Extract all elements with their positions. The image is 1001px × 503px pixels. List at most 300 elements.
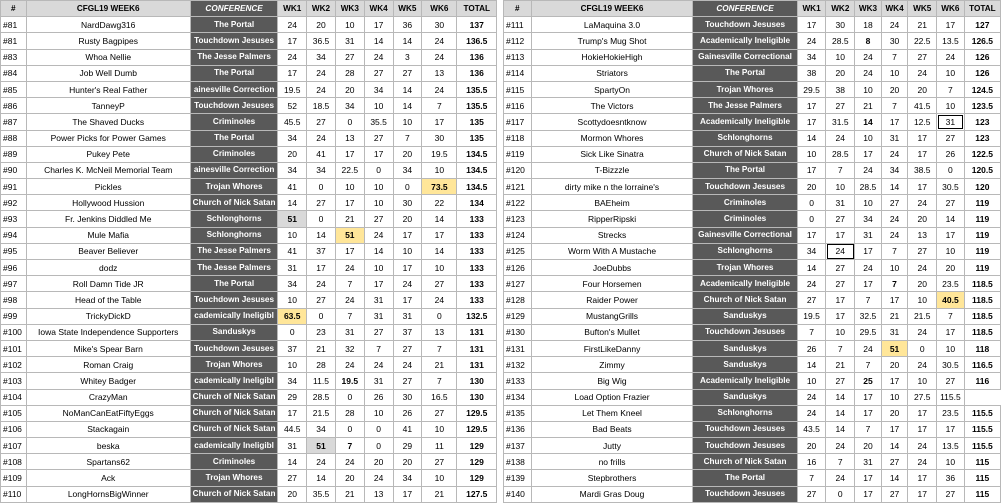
wk3-cell: 7	[855, 292, 882, 308]
team-name-cell: Power Picks for Power Games	[26, 130, 190, 146]
team-name-cell: Mule Mafia	[26, 227, 190, 243]
wk5-cell: 37	[393, 324, 422, 340]
conference-header: CONFERENCE	[693, 1, 797, 17]
rank-cell: #127	[504, 276, 532, 292]
conference-cell: Touchdown Jesuses	[190, 33, 277, 49]
conference-cell: The Jesse Palmers	[693, 98, 797, 114]
wk2-cell: 11.5	[307, 373, 336, 389]
team-name-cell: Sick Like Sinatra	[531, 146, 693, 162]
total-cell: 129	[457, 470, 497, 486]
wk1-cell: 14	[278, 454, 307, 470]
wk4-cell: 20	[881, 405, 908, 421]
wk5-cell: 41	[393, 421, 422, 437]
table-row	[504, 227, 1001, 243]
team-name-cell: SpartyOn	[531, 81, 693, 97]
wk3-cell: 20	[855, 438, 882, 454]
table-row	[504, 179, 1001, 195]
wk5-cell: 34	[393, 470, 422, 486]
wk2-cell: 28.5	[826, 146, 855, 162]
header-row	[504, 1, 1001, 17]
wk5-cell: 17	[908, 470, 937, 486]
team-name-cell: JoeDubbs	[531, 260, 693, 276]
wk1-cell: 20	[278, 486, 307, 502]
wk4-cell: 0	[364, 421, 393, 437]
rank-header: #	[1, 1, 27, 17]
team-name-cell: Mormon Whores	[531, 130, 693, 146]
wk2-cell: 28	[307, 357, 336, 373]
rank-cell: #123	[504, 211, 532, 227]
wk6-cell: 17	[937, 421, 965, 437]
wk3-cell: 21	[335, 211, 364, 227]
wk4-cell: 27	[364, 324, 393, 340]
team-name-cell: RipperRipski	[531, 211, 693, 227]
wk1-cell: 17	[797, 17, 826, 33]
wk6-cell: 7	[422, 373, 457, 389]
table-row	[504, 130, 1001, 146]
conference-cell: Trojan Whores	[693, 81, 797, 97]
wk2-cell: 27	[307, 292, 336, 308]
wk1-cell: 14	[278, 195, 307, 211]
table-row	[1, 260, 497, 276]
wk3-cell: 21	[335, 486, 364, 502]
wk5-cell: 12.5	[908, 114, 937, 130]
conference-cell: Touchdown Jesuses	[190, 98, 277, 114]
wk2-cell: 18.5	[307, 98, 336, 114]
wk6-cell: 24	[937, 49, 965, 65]
table-row	[504, 438, 1001, 454]
team-name-cell: MustangGrills	[531, 308, 693, 324]
table-row	[504, 211, 1001, 227]
wk6-cell: 27	[422, 276, 457, 292]
total-cell: 129.5	[457, 405, 497, 421]
wk3-cell: 20	[335, 470, 364, 486]
rank-header: #	[504, 1, 532, 17]
wk3-cell: 31	[855, 227, 882, 243]
conference-cell: Academically Ineligible	[693, 276, 797, 292]
rank-cell: #128	[504, 292, 532, 308]
table-row	[504, 195, 1001, 211]
wk1-cell: 38	[797, 65, 826, 81]
total-cell: 135	[457, 114, 497, 130]
team-name-cell: Bufton's Mullet	[531, 324, 693, 340]
table-row	[504, 162, 1001, 178]
wk6-cell: 17	[937, 227, 965, 243]
wk1-cell: 17	[278, 65, 307, 81]
wk2-cell: 34	[307, 162, 336, 178]
wk3-cell: 7	[335, 276, 364, 292]
rank-cell: #129	[504, 308, 532, 324]
team-name-cell: Head of the Table	[26, 292, 190, 308]
total-cell: 135.5	[457, 81, 497, 97]
wk3-cell: 10	[855, 81, 882, 97]
table-row	[1, 98, 497, 114]
wk3-cell: 24	[855, 340, 882, 356]
wk6-cell: 27	[937, 373, 965, 389]
rank-cell: #97	[1, 276, 27, 292]
team-name-cell: Stackagain	[26, 421, 190, 437]
conference-cell: Academically Ineligible	[693, 33, 797, 49]
wk6-cell: 27	[937, 195, 965, 211]
wk3-cell: 32	[335, 340, 364, 356]
team-name-cell: Charles K. McNeil Memorial Team	[26, 162, 190, 178]
wk5-cell: 24	[908, 195, 937, 211]
conference-cell: Touchdown Jesuses	[693, 179, 797, 195]
wk4-cell: 17	[881, 292, 908, 308]
total-cell: 119	[964, 260, 1000, 276]
conference-cell: Church of Nick Satan	[190, 405, 277, 421]
wk6-cell: 10	[422, 260, 457, 276]
wk4-cell: 24	[881, 17, 908, 33]
wk4-cell: 10	[364, 98, 393, 114]
table-row	[504, 65, 1001, 81]
wk2-cell: 14	[826, 405, 855, 421]
team-name-cell: Whoa Nellie	[26, 49, 190, 65]
conference-cell: Schlonghorns	[693, 243, 797, 259]
team-name-cell: beska	[26, 438, 190, 454]
wk6-cell: 27	[422, 405, 457, 421]
rank-cell: #136	[504, 421, 532, 437]
wk1-cell: 17	[278, 405, 307, 421]
wk5-cell: 10	[908, 373, 937, 389]
wk1-cell: 17	[797, 114, 826, 130]
total-cell: 118.5	[964, 308, 1000, 324]
table-row	[1, 162, 497, 178]
standings-table-right	[503, 0, 1001, 503]
total-cell: 119	[964, 211, 1000, 227]
wk6-cell: 10	[937, 65, 965, 81]
team-name-cell: Hunter's Real Father	[26, 81, 190, 97]
wk2-cell: 21.5	[307, 405, 336, 421]
wk3-cell: 34	[855, 211, 882, 227]
conference-cell: Touchdown Jesuses	[693, 438, 797, 454]
wk4-cell: 17	[364, 276, 393, 292]
wk1-cell: 7	[797, 324, 826, 340]
wk4-cell: 14	[364, 33, 393, 49]
wk5-cell: 27	[393, 340, 422, 356]
total-cell: 130	[457, 373, 497, 389]
wk4-cell: 20	[881, 357, 908, 373]
table-row	[504, 81, 1001, 97]
wk2-cell: 27	[826, 98, 855, 114]
wk1-cell: 17	[797, 98, 826, 114]
team-name-cell: FirstLikeDanny	[531, 340, 693, 356]
wk1-cell: 19.5	[278, 81, 307, 97]
wk1-cell: 10	[797, 146, 826, 162]
wk6-cell: 21	[422, 357, 457, 373]
wk2-cell: 24	[307, 81, 336, 97]
wk6-cell: 26	[937, 146, 965, 162]
wk6-cell: 10	[937, 454, 965, 470]
table-row	[1, 65, 497, 81]
wk5-cell: 21.5	[908, 308, 937, 324]
conference-cell: Schlonghorns	[190, 227, 277, 243]
wk1-cell: 24	[797, 276, 826, 292]
wk4-cell: 27	[881, 486, 908, 502]
wk6-cell: 13	[422, 324, 457, 340]
team-name-cell: Hollywood Hussion	[26, 195, 190, 211]
rank-cell: #132	[504, 357, 532, 373]
wk4-cell: 0	[364, 438, 393, 454]
conference-cell: Sanduskys	[693, 308, 797, 324]
total-cell: 134.5	[457, 162, 497, 178]
wk1-cell: 14	[797, 260, 826, 276]
wk2-cell: 51	[307, 438, 336, 454]
wk6-cell: 10	[937, 243, 965, 259]
wk6-cell: 7	[422, 340, 457, 356]
wk3-cell: 22.5	[335, 162, 364, 178]
wk2-header: WK2	[826, 1, 855, 17]
wk3-cell: 0	[335, 114, 364, 130]
table-row	[1, 405, 497, 421]
wk5-cell: 3	[393, 49, 422, 65]
wk4-cell: 24	[881, 227, 908, 243]
wk3-cell: 51	[335, 227, 364, 243]
wk4-cell: 31	[364, 292, 393, 308]
total-cell: 127.5	[457, 486, 497, 502]
team-name-cell: Spartans62	[26, 454, 190, 470]
table-row	[504, 324, 1001, 340]
wk5-cell: 17	[908, 179, 937, 195]
wk3-cell: 17	[855, 470, 882, 486]
rank-cell: #106	[1, 421, 27, 437]
team-name-cell: Job Well Dumb	[26, 65, 190, 81]
conference-cell: The Portal	[693, 470, 797, 486]
wk2-cell: 38	[826, 81, 855, 97]
conference-cell: The Portal	[190, 65, 277, 81]
wk5-cell: 31	[393, 308, 422, 324]
table-row	[1, 211, 497, 227]
table-row	[1, 421, 497, 437]
rank-cell: #84	[1, 65, 27, 81]
table-row	[1, 324, 497, 340]
total-cell: 124.5	[964, 81, 1000, 97]
rank-cell: #126	[504, 260, 532, 276]
wk2-header: WK2	[307, 1, 336, 17]
table-row	[1, 373, 497, 389]
table-row	[1, 243, 497, 259]
total-cell: 133	[457, 227, 497, 243]
wk3-cell: 29.5	[855, 324, 882, 340]
wk1-cell: 31	[278, 438, 307, 454]
wk2-cell: 24	[307, 276, 336, 292]
wk1-cell: 20	[797, 179, 826, 195]
total-cell: 131	[457, 357, 497, 373]
wk5-cell: 20	[393, 146, 422, 162]
wk2-cell: 14	[307, 227, 336, 243]
wk6-cell: 13.5	[937, 438, 965, 454]
team-name-cell: Beaver Believer	[26, 243, 190, 259]
wk6-cell: 27	[422, 454, 457, 470]
wk2-cell: 20	[307, 17, 336, 33]
conference-cell: The Portal	[693, 162, 797, 178]
wk5-cell: 14	[393, 98, 422, 114]
wk6-cell: 24	[422, 33, 457, 49]
wk5-cell: 27	[393, 373, 422, 389]
wk1-cell: 19.5	[797, 308, 826, 324]
total-cell: 136	[457, 49, 497, 65]
rank-cell: #114	[504, 65, 532, 81]
wk5-cell: 17	[393, 260, 422, 276]
rank-cell: #102	[1, 357, 27, 373]
wk5-cell: 0	[908, 340, 937, 356]
rank-cell: #95	[1, 243, 27, 259]
wk3-cell: 10	[335, 179, 364, 195]
wk2-cell: 21	[826, 357, 855, 373]
wk6-header: WK6	[937, 1, 965, 17]
wk1-cell: 10	[278, 292, 307, 308]
total-cell: 123	[964, 114, 1000, 130]
wk4-cell: 17	[881, 421, 908, 437]
rank-cell: #83	[1, 49, 27, 65]
wk6-cell: 27	[937, 486, 965, 502]
table-row	[1, 17, 497, 33]
rank-cell: #98	[1, 292, 27, 308]
team-name-cell: Raider Power	[531, 292, 693, 308]
wk4-cell: 10	[881, 389, 908, 405]
wk2-cell: 24	[307, 454, 336, 470]
total-cell: 129	[457, 454, 497, 470]
team-name-cell: Whitey Badger	[26, 373, 190, 389]
wk6-cell: 21	[422, 486, 457, 502]
wk6-cell: 20	[937, 260, 965, 276]
wk5-cell: 24	[393, 357, 422, 373]
total-cell: 137	[457, 17, 497, 33]
wk2-cell: 27	[307, 195, 336, 211]
rank-cell: #120	[504, 162, 532, 178]
total-cell: 134.5	[457, 146, 497, 162]
total-cell: 116.5	[964, 357, 1000, 373]
wk2-cell: 41	[307, 146, 336, 162]
wk5-cell: 10	[393, 243, 422, 259]
conference-cell: Criminoles	[693, 195, 797, 211]
wk6-cell: 24	[422, 49, 457, 65]
wk2-cell: 14	[826, 389, 855, 405]
wk4-cell: 14	[364, 243, 393, 259]
rank-cell: #125	[504, 243, 532, 259]
total-cell: 116	[964, 373, 1000, 389]
wk4-cell: 10	[364, 195, 393, 211]
table-row	[1, 81, 497, 97]
wk1-cell: 34	[278, 276, 307, 292]
total-cell: 134	[457, 195, 497, 211]
team-name-cell: Let Them Kneel	[531, 405, 693, 421]
rank-cell: #113	[504, 49, 532, 65]
wk4-cell: 31	[881, 324, 908, 340]
wk6-cell: 10	[937, 98, 965, 114]
table-row	[504, 292, 1001, 308]
wk5-cell: 17	[393, 486, 422, 502]
wk1-cell: 27	[797, 486, 826, 502]
wk3-cell: 31	[335, 324, 364, 340]
team-name-cell: Pukey Pete	[26, 146, 190, 162]
wk5-header: WK5	[908, 1, 937, 17]
wk4-cell: 17	[881, 373, 908, 389]
total-cell: 115.5	[964, 421, 1000, 437]
wk1-cell: 24	[797, 33, 826, 49]
wk3-cell: 14	[855, 114, 882, 130]
wk6-cell: 40.5	[937, 292, 965, 308]
wk2-cell: 0	[307, 308, 336, 324]
wk3-cell: 10	[855, 195, 882, 211]
wk1-cell: 34	[797, 49, 826, 65]
wk6-cell: 30	[422, 130, 457, 146]
wk4-cell: 27	[364, 211, 393, 227]
wk3-cell: 31	[335, 33, 364, 49]
wk2-cell: 36.5	[307, 33, 336, 49]
rank-cell: #139	[504, 470, 532, 486]
table-row	[504, 260, 1001, 276]
wk6-cell: 17	[422, 114, 457, 130]
rank-cell: #94	[1, 227, 27, 243]
total-cell: 136.5	[457, 33, 497, 49]
wk5-cell: 17	[908, 405, 937, 421]
table-row	[504, 49, 1001, 65]
wk4-cell: 27	[364, 65, 393, 81]
wk1-cell: 10	[278, 227, 307, 243]
wk4-cell: 14	[881, 179, 908, 195]
wk6-cell: 17	[422, 227, 457, 243]
total-cell: 129	[457, 438, 497, 454]
wk2-cell: 17	[826, 292, 855, 308]
table-row	[1, 340, 497, 356]
wk2-cell: 24	[307, 65, 336, 81]
conference-cell: Sanduskys	[693, 340, 797, 356]
team-name-cell: TrickyDickD	[26, 308, 190, 324]
wk5-cell: 41.5	[908, 98, 937, 114]
wk3-cell: 24	[855, 49, 882, 65]
wk5-cell: 27	[908, 49, 937, 65]
rank-cell: #116	[504, 98, 532, 114]
wk1-cell: 45.5	[278, 114, 307, 130]
wk3-cell: 24	[335, 292, 364, 308]
wk4-header: WK4	[364, 1, 393, 17]
wk3-cell: 7	[855, 421, 882, 437]
wk4-cell: 7	[364, 340, 393, 356]
conference-cell: cademically Ineligibl	[190, 373, 277, 389]
conference-cell: cademically Ineligibl	[190, 438, 277, 454]
team-name-cell: dirty mike n the lorraine's	[531, 179, 693, 195]
rank-cell: #134	[504, 389, 532, 405]
total-cell: 131	[457, 340, 497, 356]
wk3-cell: 19.5	[335, 373, 364, 389]
wk1-cell: 63.5	[278, 308, 307, 324]
team-name-cell: Roll Damn Tide JR	[26, 276, 190, 292]
wk6-cell: 17	[937, 17, 965, 33]
wk1-cell: 41	[278, 243, 307, 259]
wk3-cell: 17	[855, 243, 882, 259]
wk2-cell: 17	[826, 308, 855, 324]
wk2-cell: 27	[826, 373, 855, 389]
total-cell: 123.5	[964, 98, 1000, 114]
total-cell: 115	[964, 486, 1000, 502]
conference-cell: Criminoles	[190, 146, 277, 162]
conference-cell: Church of Nick Satan	[190, 421, 277, 437]
wk4-cell: 14	[881, 438, 908, 454]
wk4-cell: 27	[881, 195, 908, 211]
total-cell: 133	[457, 260, 497, 276]
wk5-cell: 24	[908, 324, 937, 340]
wk6-cell: 23.5	[937, 276, 965, 292]
wk4-cell: 51	[881, 340, 908, 356]
conference-cell: Gainesville Correctional	[693, 49, 797, 65]
table-row	[504, 98, 1001, 114]
wk1-cell: 10	[797, 373, 826, 389]
wk1-cell: 20	[278, 146, 307, 162]
team-name-cell: Iowa State Independence Supporters	[26, 324, 190, 340]
wk2-cell: 7	[826, 454, 855, 470]
table-row	[1, 357, 497, 373]
wk5-cell: 17	[908, 486, 937, 502]
